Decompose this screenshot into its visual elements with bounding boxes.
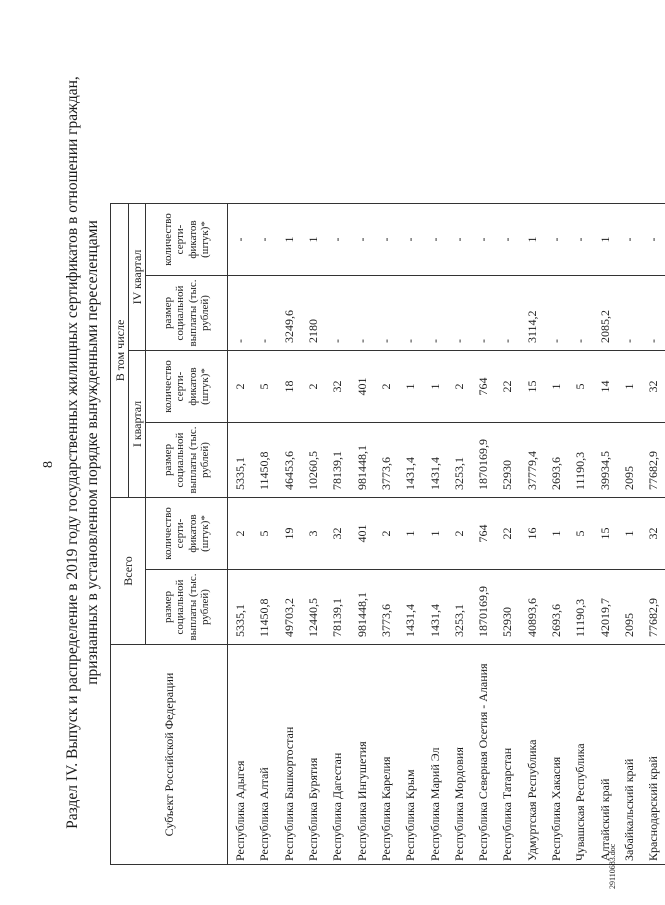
q1-amount-cell: 5335,1 xyxy=(228,423,253,498)
table-row xyxy=(301,204,325,865)
q4-count-cell: 1 xyxy=(301,204,325,276)
q4-count-cell: - xyxy=(422,204,446,276)
q4-count-cell: - xyxy=(447,204,471,276)
q4-amount-cell: - xyxy=(349,276,373,351)
total-amount-cell: 2693,6 xyxy=(544,570,568,645)
q1-amount-cell: 10260,5 xyxy=(301,423,325,498)
q4-amount-cell: - xyxy=(641,276,665,351)
total-count-cell: 16 xyxy=(520,498,544,570)
region-name-cell: Республика Бурятия xyxy=(301,645,325,865)
region-name-cell: Республика Адыгея xyxy=(228,645,253,865)
total-count-cell: 1 xyxy=(422,498,446,570)
table-row xyxy=(568,204,592,865)
q4-amount-cell: 2180 xyxy=(301,276,325,351)
total-amount-cell: 3253,1 xyxy=(447,570,471,645)
q4-count-cell: - xyxy=(641,204,665,276)
q1-count-cell: 32 xyxy=(325,351,349,423)
table-row xyxy=(447,204,471,865)
q4-count-cell: - xyxy=(349,204,373,276)
total-amount-cell: 52930 xyxy=(495,570,519,645)
q1-amount-cell: 3253,1 xyxy=(447,423,471,498)
q4-amount-cell: - xyxy=(495,276,519,351)
q4-amount-cell: - xyxy=(422,276,446,351)
total-count-cell: 1 xyxy=(544,498,568,570)
total-amount-cell: 12440,5 xyxy=(301,570,325,645)
total-amount-cell: 1870169,9 xyxy=(471,570,495,645)
q4-amount-cell: - xyxy=(617,276,641,351)
q1-amount-cell: 3773,6 xyxy=(374,423,398,498)
q1-count-cell: 32 xyxy=(641,351,665,423)
q1-amount-cell: 52930 xyxy=(495,423,519,498)
header-q4: IV квартал xyxy=(129,204,146,351)
table-row xyxy=(471,204,495,865)
region-name-cell: Чувашская Республика xyxy=(568,645,592,865)
region-name-cell: Республика Северная Осетия - Алания xyxy=(471,645,495,865)
q1-amount-cell: 11190,3 xyxy=(568,423,592,498)
total-amount-cell: 11450,8 xyxy=(252,570,276,645)
total-amount-cell: 2095 xyxy=(617,570,641,645)
total-count-cell: 19 xyxy=(277,498,301,570)
table-row xyxy=(228,204,253,865)
region-name-cell: Республика Татарстан xyxy=(495,645,519,865)
q4-amount-cell: - xyxy=(471,276,495,351)
total-count-cell: 1 xyxy=(617,498,641,570)
table-row xyxy=(495,204,519,865)
total-count-cell: 2 xyxy=(374,498,398,570)
header-including: В том числе xyxy=(111,204,129,498)
total-count-cell: 15 xyxy=(592,498,616,570)
q1-count-cell: 2 xyxy=(374,351,398,423)
q1-amount-cell: 1431,4 xyxy=(422,423,446,498)
q4-count-cell: - xyxy=(325,204,349,276)
region-name-cell: Республика Мордовия xyxy=(447,645,471,865)
total-amount-cell: 42019,7 xyxy=(592,570,616,645)
total-amount-cell: 77682,9 xyxy=(641,570,665,645)
total-count-cell: 1 xyxy=(398,498,422,570)
q4-count-cell: - xyxy=(617,204,641,276)
q1-amount-cell: 1431,4 xyxy=(398,423,422,498)
total-amount-cell: 3773,6 xyxy=(374,570,398,645)
q4-amount-cell: - xyxy=(252,276,276,351)
header-total-count: количество серти-фикатов (штук)* xyxy=(146,498,228,570)
table-row xyxy=(520,204,544,865)
q4-amount-cell: - xyxy=(374,276,398,351)
region-name-cell: Алтайский край xyxy=(592,645,616,865)
q1-count-cell: 5 xyxy=(568,351,592,423)
q1-amount-cell: 11450,8 xyxy=(252,423,276,498)
section-title-line2: признанных в установленном порядке вынужденными переселенцами xyxy=(84,220,101,685)
certificates-table xyxy=(110,203,665,865)
region-name-cell: Республика Карелия xyxy=(374,645,398,865)
region-name-cell: Республика Крым xyxy=(398,645,422,865)
q1-count-cell: 1 xyxy=(422,351,446,423)
header-q1-amount: размер социальной выплаты (тыс. рублей) xyxy=(146,423,228,498)
q4-count-cell: 1 xyxy=(277,204,301,276)
total-amount-cell: 981448,1 xyxy=(349,570,373,645)
q1-amount-cell: 39934,5 xyxy=(592,423,616,498)
header-q4-count: количество серти-фикатов (штук)* xyxy=(146,204,228,276)
q4-count-cell: 1 xyxy=(592,204,616,276)
page-number: 8 xyxy=(41,461,56,468)
header-q1: I квартал xyxy=(129,351,146,498)
total-count-cell: 401 xyxy=(349,498,373,570)
q4-count-cell: - xyxy=(495,204,519,276)
total-count-cell: 32 xyxy=(641,498,665,570)
total-amount-cell: 1431,4 xyxy=(422,570,446,645)
q1-count-cell: 1 xyxy=(398,351,422,423)
table-row xyxy=(641,204,665,865)
total-amount-cell: 78139,1 xyxy=(325,570,349,645)
q4-count-cell: - xyxy=(228,204,253,276)
region-name-cell: Республика Ингушетия xyxy=(349,645,373,865)
table-row xyxy=(617,204,641,865)
region-name-cell: Забайкальский край xyxy=(617,645,641,865)
q4-count-cell: 1 xyxy=(520,204,544,276)
total-amount-cell: 5335,1 xyxy=(228,570,253,645)
table-row xyxy=(252,204,276,865)
q1-count-cell: 18 xyxy=(277,351,301,423)
table-body xyxy=(228,204,665,865)
q4-amount-cell: - xyxy=(398,276,422,351)
q4-amount-cell: 3249,6 xyxy=(277,276,301,351)
document-code: 29110683.doc xyxy=(608,843,617,889)
table-row xyxy=(592,204,616,865)
total-count-cell: 764 xyxy=(471,498,495,570)
section-title-line1: Раздел IV. Выпуск и распределение в 2019 году государственных жилищных сертификатов в отношении граждан, xyxy=(64,76,81,829)
q4-amount-cell: - xyxy=(568,276,592,351)
table-row xyxy=(374,204,398,865)
q4-count-cell: - xyxy=(568,204,592,276)
region-name-cell: Республика Алтай xyxy=(252,645,276,865)
total-count-cell: 2 xyxy=(447,498,471,570)
q4-count-cell: - xyxy=(544,204,568,276)
total-amount-cell: 40893,6 xyxy=(520,570,544,645)
q1-amount-cell: 77682,9 xyxy=(641,423,665,498)
q1-amount-cell: 78139,1 xyxy=(325,423,349,498)
total-count-cell: 5 xyxy=(252,498,276,570)
region-name-cell: Удмуртская Республика xyxy=(520,645,544,865)
header-subject: Субъект Российской Федерации xyxy=(111,645,228,865)
region-name-cell: Республика Хакасия xyxy=(544,645,568,865)
header-q4-amount: размер социальной выплаты (тыс. рублей) xyxy=(146,276,228,351)
table-row xyxy=(277,204,301,865)
q4-amount-cell: - xyxy=(325,276,349,351)
table-row xyxy=(422,204,446,865)
total-count-cell: 3 xyxy=(301,498,325,570)
q1-count-cell: 1 xyxy=(617,351,641,423)
q4-count-cell: - xyxy=(398,204,422,276)
q1-amount-cell: 37779,4 xyxy=(520,423,544,498)
q1-amount-cell: 1870169,9 xyxy=(471,423,495,498)
q1-count-cell: 2 xyxy=(228,351,253,423)
table-row xyxy=(544,204,568,865)
q4-count-cell: - xyxy=(252,204,276,276)
region-name-cell: Республика Башкортостан xyxy=(277,645,301,865)
header-total-amount: размер социальной выплаты (тыс. рублей) xyxy=(146,570,228,645)
q4-amount-cell: 3114,2 xyxy=(520,276,544,351)
q1-count-cell: 401 xyxy=(349,351,373,423)
q1-count-cell: 5 xyxy=(252,351,276,423)
region-name-cell: Краснодарский край xyxy=(641,645,665,865)
total-count-cell: 22 xyxy=(495,498,519,570)
q1-count-cell: 764 xyxy=(471,351,495,423)
q4-count-cell: - xyxy=(374,204,398,276)
q1-count-cell: 2 xyxy=(447,351,471,423)
q1-count-cell: 22 xyxy=(495,351,519,423)
table-row xyxy=(398,204,422,865)
q4-amount-cell: - xyxy=(228,276,253,351)
total-amount-cell: 49703,2 xyxy=(277,570,301,645)
q1-count-cell: 15 xyxy=(520,351,544,423)
header-total: Всего xyxy=(111,498,146,645)
q4-amount-cell: - xyxy=(544,276,568,351)
total-count-cell: 2 xyxy=(228,498,253,570)
header-q1-count: количество серти-фикатов (штук)* xyxy=(146,351,228,423)
region-name-cell: Республика Марий Эл xyxy=(422,645,446,865)
total-amount-cell: 1431,4 xyxy=(398,570,422,645)
total-amount-cell: 11190,3 xyxy=(568,570,592,645)
q4-count-cell: - xyxy=(471,204,495,276)
q4-amount-cell: - xyxy=(447,276,471,351)
q1-amount-cell: 981448,1 xyxy=(349,423,373,498)
total-count-cell: 32 xyxy=(325,498,349,570)
total-count-cell: 5 xyxy=(568,498,592,570)
table-row xyxy=(349,204,373,865)
q1-amount-cell: 2095 xyxy=(617,423,641,498)
q1-amount-cell: 46453,6 xyxy=(277,423,301,498)
q1-count-cell: 1 xyxy=(544,351,568,423)
table-row xyxy=(325,204,349,865)
q4-amount-cell: 2085,2 xyxy=(592,276,616,351)
region-name-cell: Республика Дагестан xyxy=(325,645,349,865)
q1-count-cell: 2 xyxy=(301,351,325,423)
q1-amount-cell: 2693,6 xyxy=(544,423,568,498)
q1-count-cell: 14 xyxy=(592,351,616,423)
